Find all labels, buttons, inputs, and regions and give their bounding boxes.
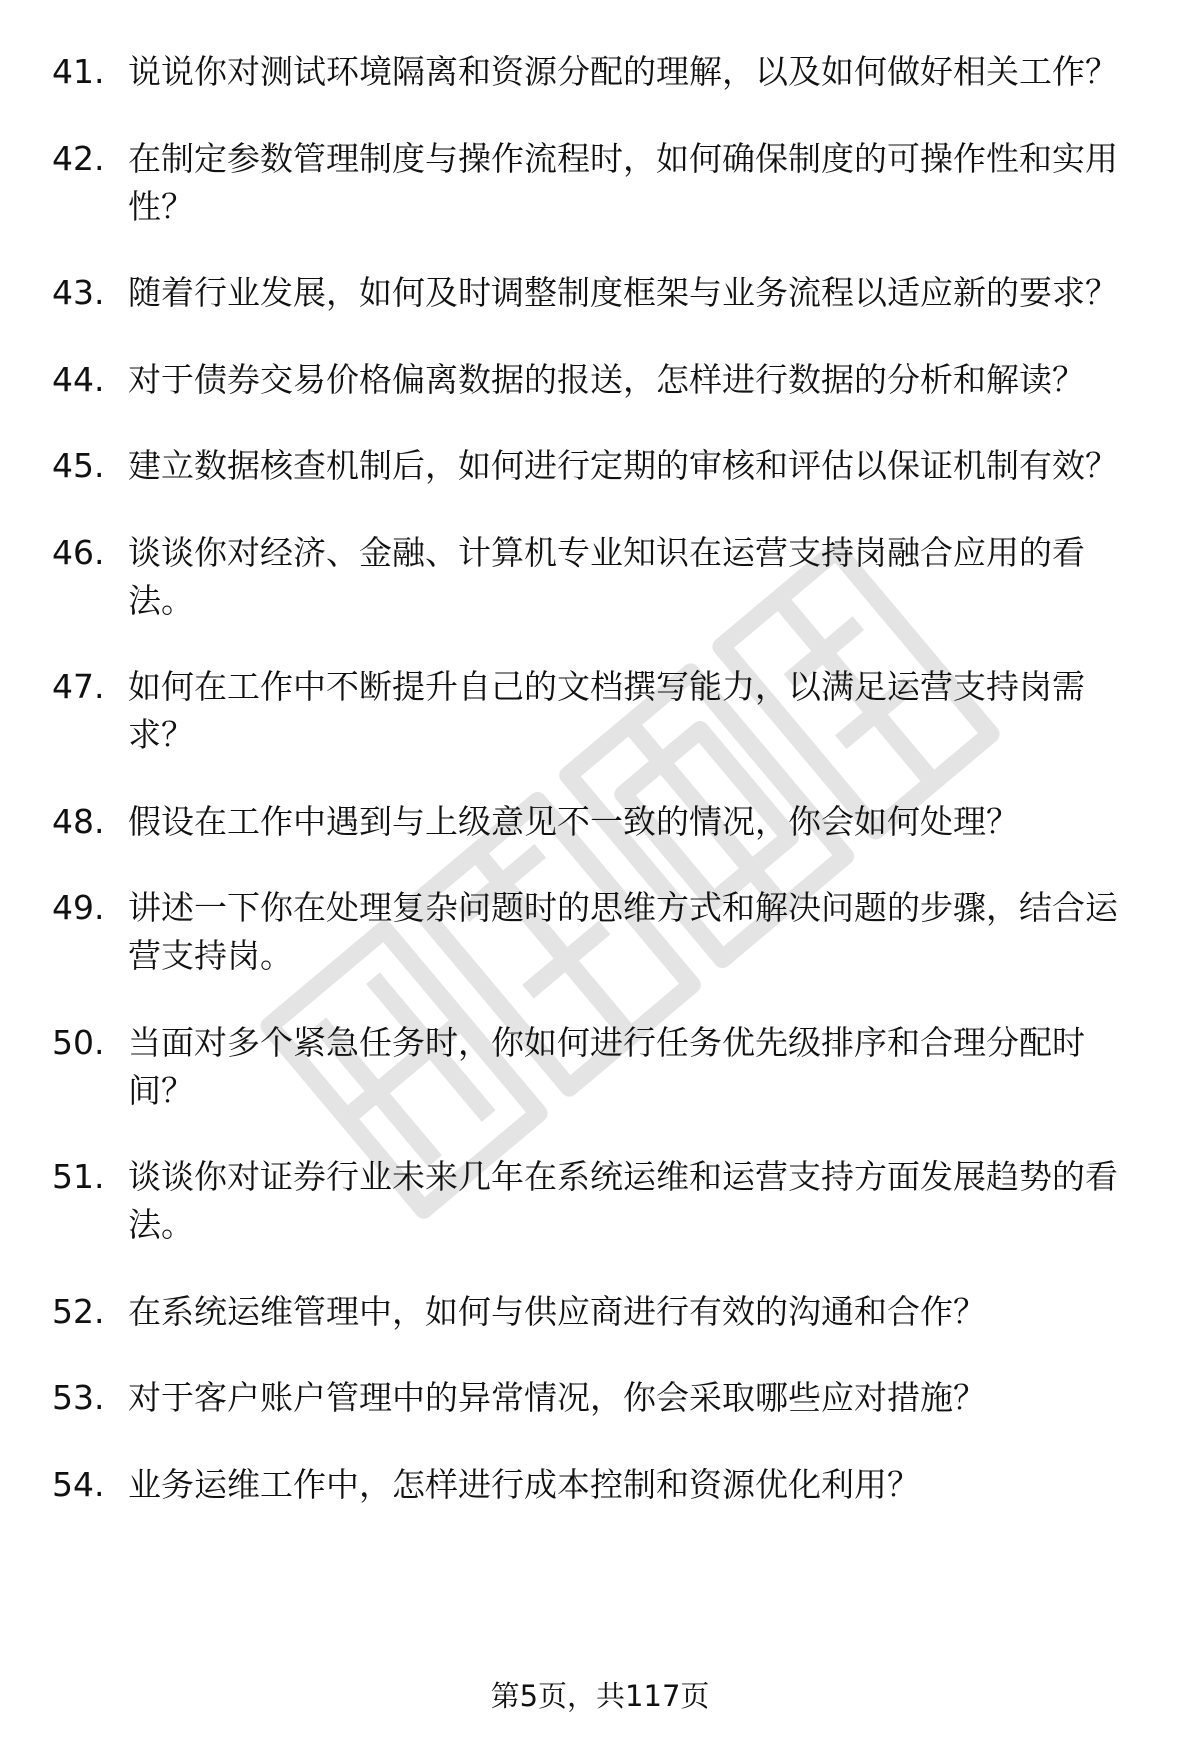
question-text: 说说你对测试环境隔离和资源分配的理解，以及如何做好相关工作？ [128, 52, 1118, 91]
question-item [0, 884, 1200, 980]
question-text: 假设在工作中遇到与上级意见不一致的情况，你会如何处理？ [128, 801, 1019, 841]
question-item [0, 1288, 1200, 1336]
question-list [0, 48, 1200, 1547]
question-item [0, 48, 1200, 96]
question-item [0, 135, 1200, 231]
question-number: 50. [52, 1022, 105, 1062]
question-number: 44. [52, 359, 105, 399]
question-number: 48. [52, 801, 105, 841]
question-text: 建立数据核查机制后，如何进行定期的审核和评估以保证机制有效？ [128, 446, 1118, 485]
question-item [0, 1019, 1200, 1115]
question-number: 41. [52, 52, 105, 91]
question-text: 在系统运维管理中，如何与供应商进行有效的沟通和合作？ [128, 1291, 986, 1331]
question-number: 51. [52, 1157, 105, 1196]
question-item [0, 798, 1200, 846]
question-number: 42. [52, 138, 105, 178]
page-number-footer: 第5页，共117页 [490, 1679, 710, 1713]
question-text: 谈谈你对证券行业未来几年在系统运维和运营支持方面发展趋势的看法。 [128, 1157, 1118, 1244]
question-item [0, 1153, 1200, 1249]
question-number: 43. [52, 273, 105, 312]
question-text: 随着行业发展，如何及时调整制度框架与业务流程以适应新的要求？ [128, 273, 1118, 312]
question-text: 如何在工作中不断提升自己的文档撰写能力，以满足运营支持岗需求？ [128, 667, 1085, 754]
question-item [0, 1374, 1200, 1422]
question-number: 47. [52, 667, 105, 706]
question-text: 当面对多个紧急任务时，你如何进行任务优先级排序和合理分配时间？ [128, 1022, 1085, 1110]
question-number: 46. [52, 532, 105, 572]
question-text: 在制定参数管理制度与操作流程时，如何确保制度的可操作性和实用性？ [128, 138, 1118, 226]
question-text: 对于客户账户管理中的异常情况，你会采取哪些应对措施？ [128, 1378, 986, 1417]
question-item [0, 269, 1200, 317]
question-item [0, 442, 1200, 490]
question-text: 谈谈你对经济、金融、计算机专业知识在运营支持岗融合应用的看法。 [128, 532, 1085, 620]
question-text: 业务运维工作中，怎样进行成本控制和资源优化利用？ [128, 1464, 920, 1504]
question-item [0, 356, 1200, 404]
question-number: 54. [52, 1464, 105, 1504]
question-number: 53. [52, 1378, 105, 1417]
question-text: 对于债券交易价格偏离数据的报送，怎样进行数据的分析和解读？ [128, 359, 1085, 399]
question-item [0, 663, 1200, 759]
question-number: 49. [52, 888, 105, 927]
question-number: 52. [52, 1291, 105, 1331]
question-number: 45. [52, 446, 105, 485]
question-text: 讲述一下你在处理复杂问题时的思维方式和解决问题的步骤，结合运营支持岗。 [128, 888, 1118, 975]
question-item [0, 1461, 1200, 1509]
question-item [0, 529, 1200, 625]
